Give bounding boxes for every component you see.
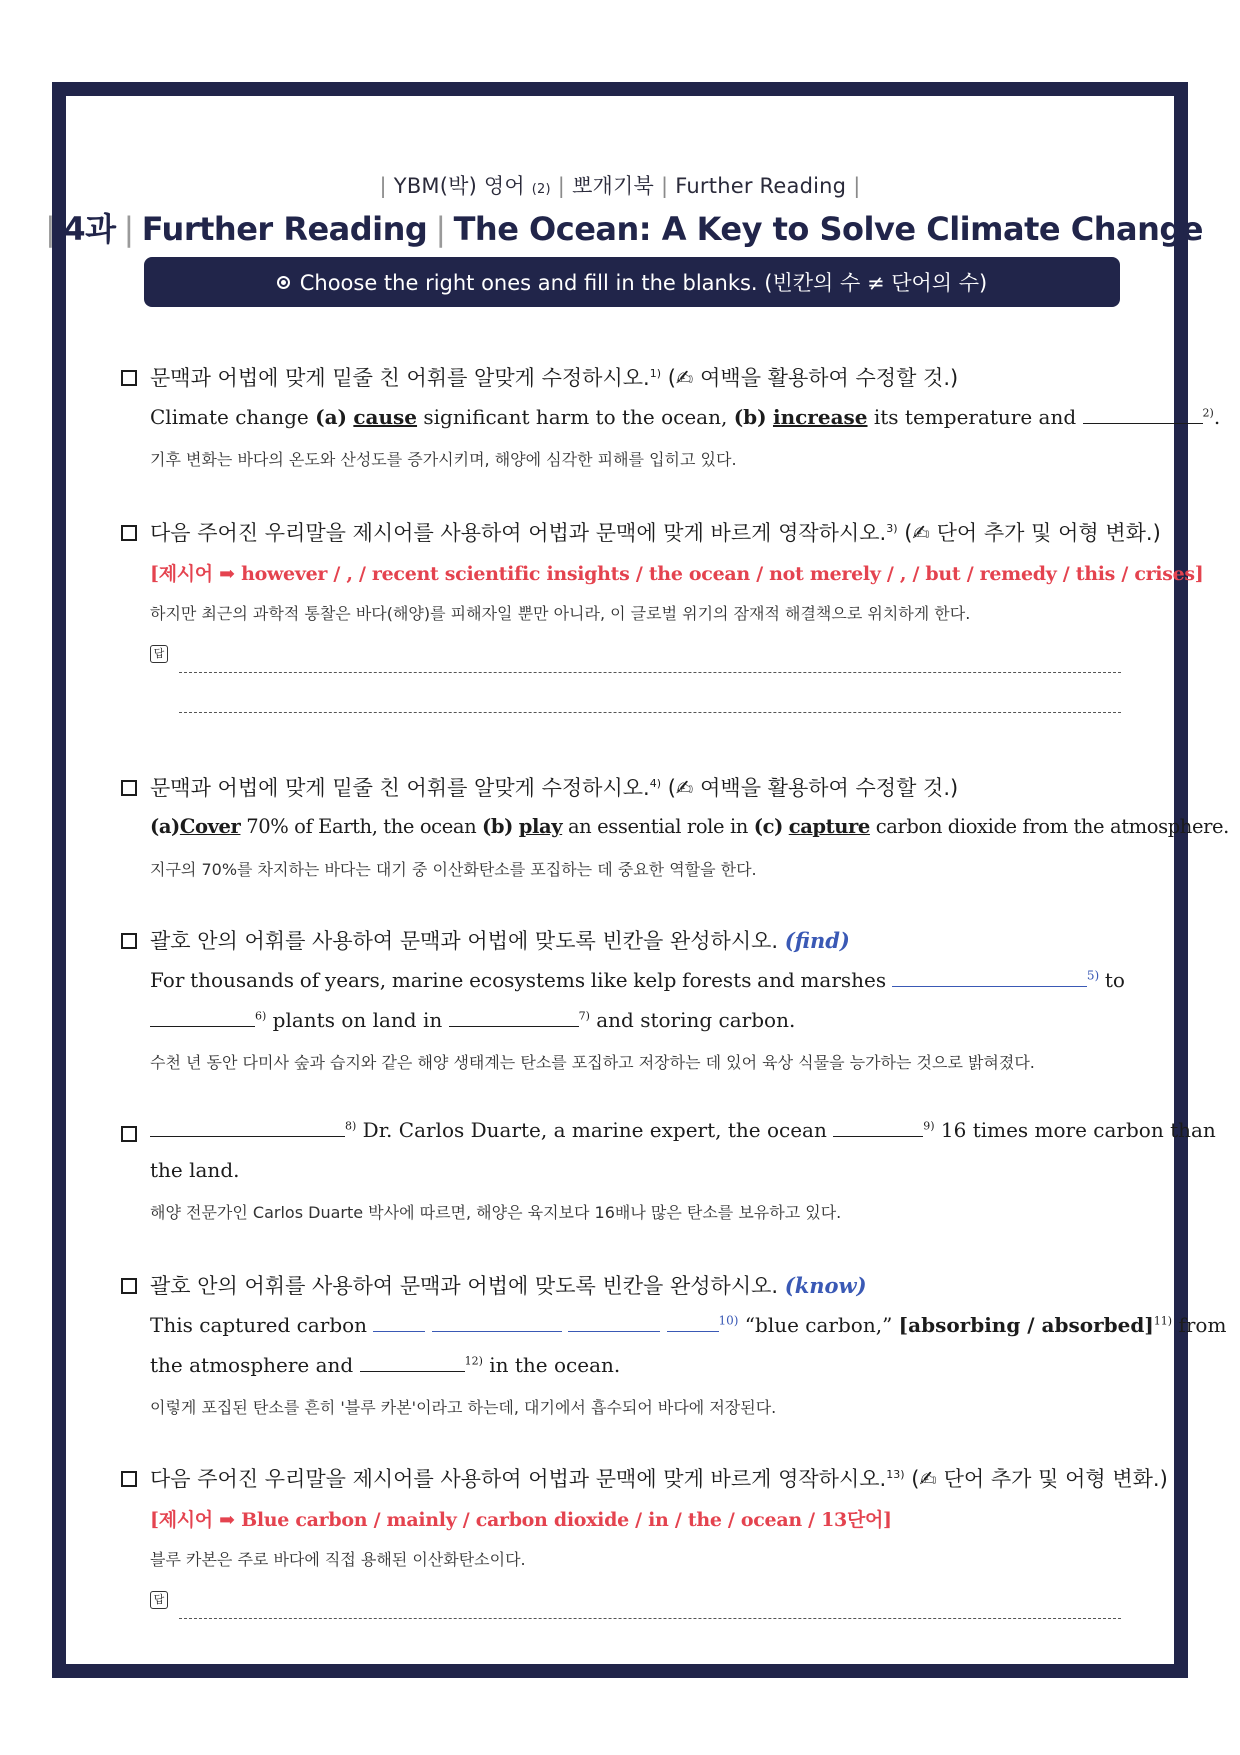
section-name: Further Reading	[675, 174, 847, 198]
question-sentence: Climate change (a) cause significant harm to the ocean, (b) increase its temperature and $^{2)}$.	[150, 405, 1221, 429]
question-number: 13)	[886, 1468, 905, 1481]
question-number: 3)	[886, 522, 898, 535]
question-note: (✍ 단어 추가 및 어형 변화.)	[904, 521, 1161, 545]
question-sentence: (a)Cover 70% of Earth, the ocean (b) play an essential role in (c) capture carbon dioxide from the atmosphere.	[150, 815, 1229, 838]
question-instruction: 괄호 안의 어휘를 사용하여 문맥과 어법에 맞도록 빈칸을 완성하시오.	[150, 929, 779, 953]
checkbox[interactable]	[121, 525, 137, 541]
underlined-word-b[interactable]: play	[518, 815, 563, 838]
korean-translation: 블루 카본은 주로 바다에 직접 용해된 이산화탄소이다.	[150, 1550, 526, 1569]
answer-line[interactable]	[179, 712, 1121, 713]
answer-blank[interactable]	[667, 1313, 719, 1332]
page-title: | 4과 | Further Reading | The Ocean: A Key to Solve Climate Change	[45, 210, 1203, 248]
answer-blank[interactable]	[150, 1118, 345, 1137]
banner-text: Choose the right ones and fill in the blanks. (빈칸의 수 ≠ 단어의 수)	[299, 271, 988, 295]
question-instruction: 다음 주어진 우리말을 제시어를 사용하여 어법과 문맥에 맞게 바르게 영작하시오.	[150, 1467, 887, 1491]
question-sentence-cont: the atmosphere and $^{12)}$ in the ocean.	[150, 1353, 621, 1377]
underlined-word-c[interactable]: capture	[788, 815, 870, 838]
question-instruction: 괄호 안의 어휘를 사용하여 문맥과 어법에 맞도록 빈칸을 완성하시오.	[150, 1274, 779, 1298]
checkbox[interactable]	[121, 780, 137, 796]
book-name: 뽀개기북	[572, 174, 655, 198]
lesson-number: 4과	[63, 210, 116, 248]
checkbox[interactable]	[121, 1126, 137, 1142]
title-topic: The Ocean: A Key to Solve Climate Change	[453, 210, 1203, 248]
korean-translation: 하지만 최근의 과학적 통찰은 바다(해양)를 피해자일 뿐만 아니라, 이 글로벌 위기의 잠재적 해결책으로 위치하게 한다.	[150, 604, 971, 623]
answer-blank[interactable]	[892, 968, 1087, 987]
question-number: 4)	[649, 777, 661, 790]
instruction-banner	[144, 257, 1120, 307]
answer-line[interactable]	[179, 672, 1121, 673]
checkbox[interactable]	[121, 1278, 137, 1294]
edition: (2)	[531, 182, 551, 197]
answer-line[interactable]	[179, 1618, 1121, 1619]
answer-blank[interactable]	[449, 1008, 579, 1027]
question-sentence-cont: $^{6)}$ plants on land in $^{7)}$ and storing carbon.	[150, 1008, 1125, 1032]
answer-blank[interactable]	[568, 1313, 660, 1332]
korean-translation: 해양 전문가인 Carlos Duarte 박사에 따르면, 해양은 육지보다 16배나 많은 탄소를 보유하고 있다.	[150, 1203, 842, 1222]
answer-icon: 답	[150, 645, 168, 663]
header-subtitle: | YBM(박) 영어 (2) | 뽀개기북 | Further Reading |	[379, 174, 861, 198]
answer-blank[interactable]	[373, 1313, 425, 1332]
hint-words: [제시어 ➡ however / , / recent scientific insights / the ocean / not merely / , / but / remedy / this / crises]	[150, 563, 1204, 585]
bullet-icon	[277, 276, 290, 289]
question-instruction: 다음 주어진 우리말을 제시어를 사용하여 어법과 문맥에 맞게 바르게 영작하시오.	[150, 521, 887, 545]
korean-translation: 수천 년 동안 다미사 숲과 습지와 같은 해양 생태계는 탄소를 포집하고 저장하는 데 있어 육상 식물을 능가하는 것으로 밝혀졌다.	[150, 1053, 1035, 1072]
given-word: (know)	[784, 1273, 867, 1298]
page-frame	[52, 82, 1229, 1678]
title-section: Further Reading	[141, 210, 428, 248]
question-sentence: $^{8)}$ Dr. Carlos Duarte, a marine expert, the ocean $^{9)}$ 16 times more carbon than	[150, 1118, 1125, 1142]
choice-bracket[interactable]: [absorbing / absorbed]	[898, 1313, 1154, 1337]
answer-blank[interactable]	[150, 1008, 255, 1027]
korean-translation: 지구의 70%를 차지하는 바다는 대기 중 이산화탄소를 포집하는 데 중요한 역할을 한다.	[150, 860, 757, 879]
answer-icon: 답	[150, 1591, 168, 1609]
korean-translation: 기후 변화는 바다의 온도와 산성도를 증가시키며, 해양에 심각한 피해를 입히고 있다.	[150, 450, 737, 469]
answer-blank[interactable]	[1083, 405, 1203, 424]
question-sentence: This captured carbon $^{10)}$ “blue carbon,” [absorbing / absorbed]$^{11)}$ from	[150, 1313, 1227, 1337]
question-note: (✍ 여백을 활용하여 수정할 것.)	[667, 366, 959, 390]
question-instruction: 문맥과 어법에 맞게 밑줄 친 어휘를 알맞게 수정하시오.	[150, 366, 650, 390]
korean-translation: 이렇게 포집된 탄소를 흔히 '블루 카본'이라고 하는데, 대기에서 흡수되어 바다에 저장된다.	[150, 1398, 777, 1417]
checkbox[interactable]	[121, 933, 137, 949]
publisher: YBM(박) 영어	[393, 174, 525, 198]
question-number: 1)	[649, 367, 661, 380]
checkbox[interactable]	[121, 370, 137, 386]
checkbox[interactable]	[121, 1471, 137, 1487]
answer-blank[interactable]	[432, 1313, 562, 1332]
given-word: (find)	[784, 928, 850, 953]
underlined-word-b[interactable]: increase	[772, 405, 868, 429]
question-note: (✍ 여백을 활용하여 수정할 것.)	[667, 776, 959, 800]
underlined-word-a[interactable]: cause	[353, 405, 418, 429]
answer-blank[interactable]	[833, 1118, 923, 1137]
question-sentence: For thousands of years, marine ecosystems like kelp forests and marshes $^{5)}$ to	[150, 968, 1125, 992]
question-instruction: 문맥과 어법에 맞게 밑줄 친 어휘를 알맞게 수정하시오.	[150, 776, 650, 800]
underlined-word-a[interactable]: Cover	[179, 815, 241, 838]
answer-blank[interactable]	[360, 1353, 465, 1372]
hint-words: [제시어 ➡ Blue carbon / mainly / carbon dioxide / in / the / ocean / 13단어]	[150, 1509, 892, 1531]
question-note: (✍ 단어 추가 및 어형 변화.)	[911, 1467, 1168, 1491]
question-sentence-cont: the land.	[150, 1158, 240, 1182]
